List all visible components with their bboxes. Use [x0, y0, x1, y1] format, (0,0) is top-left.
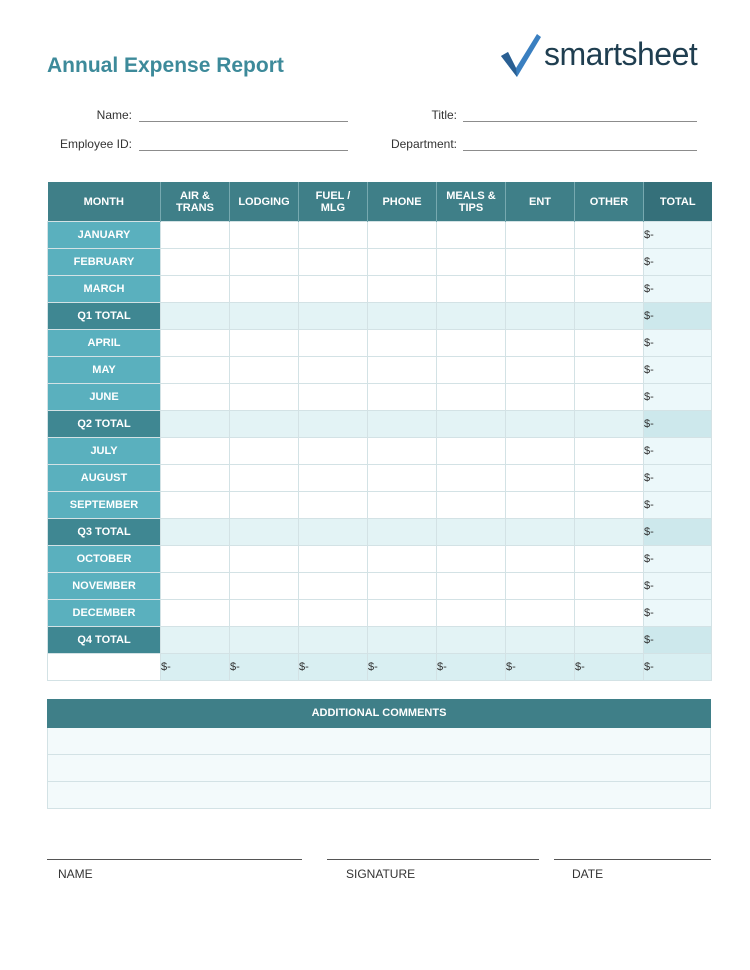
- expense-cell[interactable]: [506, 438, 575, 465]
- table-row: [48, 276, 712, 303]
- table-row: [48, 249, 712, 276]
- expense-cell[interactable]: [506, 249, 575, 276]
- expense-cell[interactable]: [437, 492, 506, 519]
- expense-cell[interactable]: [575, 249, 644, 276]
- row-label: Q3 TOTAL: [48, 519, 161, 546]
- expense-cell[interactable]: [437, 222, 506, 249]
- expense-cell[interactable]: [230, 222, 299, 249]
- expense-cell[interactable]: [368, 438, 437, 465]
- expense-cell: [230, 627, 299, 654]
- expense-cell: [506, 411, 575, 438]
- row-label: AUGUST: [48, 465, 161, 492]
- expense-cell: [575, 411, 644, 438]
- expense-cell[interactable]: [230, 357, 299, 384]
- logo-wordmark: smartsheet: [544, 36, 698, 72]
- row-total: $-: [644, 573, 712, 600]
- expense-cell[interactable]: [299, 573, 368, 600]
- expense-cell[interactable]: [506, 600, 575, 627]
- expense-cell[interactable]: [575, 465, 644, 492]
- name-signature-line[interactable]: [47, 859, 302, 860]
- expense-table: [47, 182, 712, 681]
- row-label: JANUARY: [48, 222, 161, 249]
- expense-cell[interactable]: [299, 222, 368, 249]
- column-total: $-: [368, 654, 437, 681]
- expense-cell[interactable]: [437, 573, 506, 600]
- column-total: $-: [437, 654, 506, 681]
- row-label: JUNE: [48, 384, 161, 411]
- expense-cell[interactable]: [368, 249, 437, 276]
- row-label: OCTOBER: [48, 546, 161, 573]
- expense-cell[interactable]: [575, 600, 644, 627]
- expense-cell[interactable]: [368, 465, 437, 492]
- row-total: $-: [644, 546, 712, 573]
- row-total: $-: [644, 303, 712, 330]
- expense-cell: [437, 519, 506, 546]
- expense-cell[interactable]: [506, 546, 575, 573]
- expense-cell[interactable]: [368, 600, 437, 627]
- expense-cell: [299, 627, 368, 654]
- expense-cell[interactable]: [437, 384, 506, 411]
- column-header: OTHER: [575, 182, 644, 222]
- expense-cell: [161, 519, 230, 546]
- expense-cell[interactable]: [161, 222, 230, 249]
- column-header: LODGING: [230, 182, 299, 222]
- expense-cell[interactable]: [575, 573, 644, 600]
- expense-cell[interactable]: [437, 600, 506, 627]
- row-total: $-: [644, 492, 712, 519]
- expense-cell: [299, 303, 368, 330]
- expense-cell[interactable]: [161, 573, 230, 600]
- expense-cell: [575, 519, 644, 546]
- column-total: $-: [299, 654, 368, 681]
- column-total: $-: [644, 654, 712, 681]
- expense-cell: [506, 627, 575, 654]
- quarter-total-row: [48, 627, 712, 654]
- expense-cell: [437, 411, 506, 438]
- row-total: $-: [644, 627, 712, 654]
- expense-cell[interactable]: [506, 384, 575, 411]
- expense-cell[interactable]: [575, 546, 644, 573]
- row-label: FEBRUARY: [48, 249, 161, 276]
- expense-cell[interactable]: [368, 546, 437, 573]
- expense-cell[interactable]: [230, 384, 299, 411]
- row-total: $-: [644, 519, 712, 546]
- expense-cell: [368, 519, 437, 546]
- quarter-total-row: [48, 519, 712, 546]
- column-total: $-: [230, 654, 299, 681]
- row-label: Q1 TOTAL: [48, 303, 161, 330]
- expense-cell: [299, 519, 368, 546]
- row-total: $-: [644, 384, 712, 411]
- signature-line[interactable]: [327, 859, 539, 860]
- comment-line[interactable]: [47, 782, 711, 809]
- row-total: $-: [644, 465, 712, 492]
- row-total: $-: [644, 438, 712, 465]
- expense-cell: [161, 627, 230, 654]
- smartsheet-logo: [497, 30, 732, 80]
- expense-cell[interactable]: [299, 465, 368, 492]
- expense-cell[interactable]: [506, 357, 575, 384]
- column-header: MONTH: [48, 182, 161, 222]
- date-signature-line[interactable]: [554, 859, 711, 860]
- expense-cell[interactable]: [161, 600, 230, 627]
- table-header-row: [48, 182, 712, 222]
- expense-cell[interactable]: [230, 465, 299, 492]
- row-total: $-: [644, 222, 712, 249]
- expense-cell[interactable]: [437, 546, 506, 573]
- expense-cell[interactable]: [161, 357, 230, 384]
- expense-cell[interactable]: [230, 438, 299, 465]
- expense-cell[interactable]: [230, 330, 299, 357]
- expense-cell[interactable]: [368, 222, 437, 249]
- expense-cell[interactable]: [368, 276, 437, 303]
- row-label: MARCH: [48, 276, 161, 303]
- row-total: $-: [644, 600, 712, 627]
- row-total: $-: [644, 276, 712, 303]
- additional-comments: [47, 699, 711, 809]
- column-total: $-: [161, 654, 230, 681]
- expense-cell: [506, 303, 575, 330]
- expense-cell[interactable]: [161, 492, 230, 519]
- expense-cell[interactable]: [368, 384, 437, 411]
- title-label: Title:: [431, 108, 457, 122]
- expense-cell: [437, 627, 506, 654]
- expense-cell[interactable]: [299, 276, 368, 303]
- signature-label: SIGNATURE: [346, 867, 416, 881]
- expense-cell[interactable]: [230, 492, 299, 519]
- name-field[interactable]: [139, 121, 348, 122]
- column-header: AIR & TRANS: [161, 182, 230, 222]
- column-header: ENT: [506, 182, 575, 222]
- expense-cell: [575, 627, 644, 654]
- checkmark-icon: [497, 30, 543, 80]
- expense-cell[interactable]: [575, 276, 644, 303]
- quarter-total-row: [48, 303, 712, 330]
- expense-cell: [368, 411, 437, 438]
- expense-cell[interactable]: [299, 330, 368, 357]
- expense-cell[interactable]: [368, 330, 437, 357]
- expense-cell[interactable]: [230, 249, 299, 276]
- expense-cell: [230, 303, 299, 330]
- row-label: JULY: [48, 438, 161, 465]
- expense-cell: [161, 303, 230, 330]
- expense-cell[interactable]: [506, 573, 575, 600]
- row-total: $-: [644, 357, 712, 384]
- expense-cell[interactable]: [437, 249, 506, 276]
- expense-cell[interactable]: [437, 438, 506, 465]
- expense-cell[interactable]: [575, 222, 644, 249]
- expense-cell: [437, 303, 506, 330]
- expense-cell[interactable]: [368, 357, 437, 384]
- expense-cell: [368, 627, 437, 654]
- expense-cell[interactable]: [575, 492, 644, 519]
- expense-cell[interactable]: [437, 276, 506, 303]
- expense-cell[interactable]: [506, 492, 575, 519]
- comment-line[interactable]: [47, 755, 711, 782]
- expense-cell[interactable]: [230, 573, 299, 600]
- expense-cell[interactable]: [437, 330, 506, 357]
- expense-cell[interactable]: [161, 249, 230, 276]
- expense-cell[interactable]: [299, 249, 368, 276]
- expense-cell[interactable]: [437, 465, 506, 492]
- expense-cell: [161, 411, 230, 438]
- row-label: DECEMBER: [48, 600, 161, 627]
- expense-cell[interactable]: [161, 384, 230, 411]
- expense-cell[interactable]: [575, 438, 644, 465]
- comments-header: ADDITIONAL COMMENTS: [47, 699, 711, 728]
- expense-cell[interactable]: [575, 330, 644, 357]
- row-label: Q2 TOTAL: [48, 411, 161, 438]
- column-total: $-: [575, 654, 644, 681]
- expense-cell[interactable]: [575, 357, 644, 384]
- expense-cell: [506, 519, 575, 546]
- name-label: Name:: [96, 108, 132, 122]
- expense-cell[interactable]: [230, 600, 299, 627]
- report-title: Annual Expense Report: [47, 54, 284, 77]
- expense-cell[interactable]: [161, 546, 230, 573]
- row-label: Q4 TOTAL: [48, 627, 161, 654]
- expense-cell[interactable]: [506, 222, 575, 249]
- column-header: FUEL / MLG: [299, 182, 368, 222]
- name-signature-label: NAME: [58, 867, 93, 881]
- column-header: TOTAL: [644, 182, 712, 222]
- table-row: [48, 573, 712, 600]
- expense-cell[interactable]: [161, 438, 230, 465]
- expense-cell[interactable]: [299, 492, 368, 519]
- row-label: SEPTEMBER: [48, 492, 161, 519]
- expense-cell[interactable]: [161, 330, 230, 357]
- expense-cell[interactable]: [437, 357, 506, 384]
- row-label: APRIL: [48, 330, 161, 357]
- expense-cell[interactable]: [230, 276, 299, 303]
- expense-cell[interactable]: [299, 600, 368, 627]
- row-total: $-: [644, 330, 712, 357]
- date-signature-label: DATE: [572, 867, 604, 881]
- expense-cell[interactable]: [506, 276, 575, 303]
- column-header: MEALS & TIPS: [437, 182, 506, 222]
- table-row: [48, 384, 712, 411]
- table-row: [48, 438, 712, 465]
- annual-totals-row: [48, 654, 712, 681]
- table-row: [48, 492, 712, 519]
- table-row: [48, 465, 712, 492]
- comment-line[interactable]: [47, 728, 711, 755]
- table-row: [48, 330, 712, 357]
- expense-cell: [299, 411, 368, 438]
- expense-cell[interactable]: [161, 465, 230, 492]
- expense-cell[interactable]: [299, 438, 368, 465]
- expense-cell[interactable]: [575, 384, 644, 411]
- employee-id-label: Employee ID:: [59, 137, 132, 151]
- table-row: [48, 600, 712, 627]
- department-label: Department:: [390, 137, 457, 151]
- expense-cell[interactable]: [368, 492, 437, 519]
- title-field[interactable]: [463, 121, 697, 122]
- table-row: [48, 546, 712, 573]
- expense-cell[interactable]: [299, 357, 368, 384]
- expense-cell[interactable]: [506, 465, 575, 492]
- expense-cell: [230, 519, 299, 546]
- expense-cell: [575, 303, 644, 330]
- expense-cell: [368, 303, 437, 330]
- column-header: PHONE: [368, 182, 437, 222]
- expense-cell[interactable]: [506, 330, 575, 357]
- expense-cell[interactable]: [230, 546, 299, 573]
- row-label: NOVEMBER: [48, 573, 161, 600]
- expense-cell: [230, 411, 299, 438]
- expense-cell[interactable]: [368, 573, 437, 600]
- table-row: [48, 222, 712, 249]
- employee-id-field[interactable]: [139, 150, 348, 151]
- row-label: MAY: [48, 357, 161, 384]
- department-field[interactable]: [463, 150, 697, 151]
- table-row: [48, 357, 712, 384]
- row-total: $-: [644, 411, 712, 438]
- expense-cell[interactable]: [161, 276, 230, 303]
- expense-cell[interactable]: [299, 384, 368, 411]
- row-total: $-: [644, 249, 712, 276]
- totals-label-cell: [48, 654, 161, 681]
- quarter-total-row: [48, 411, 712, 438]
- column-total: $-: [506, 654, 575, 681]
- expense-cell[interactable]: [299, 546, 368, 573]
